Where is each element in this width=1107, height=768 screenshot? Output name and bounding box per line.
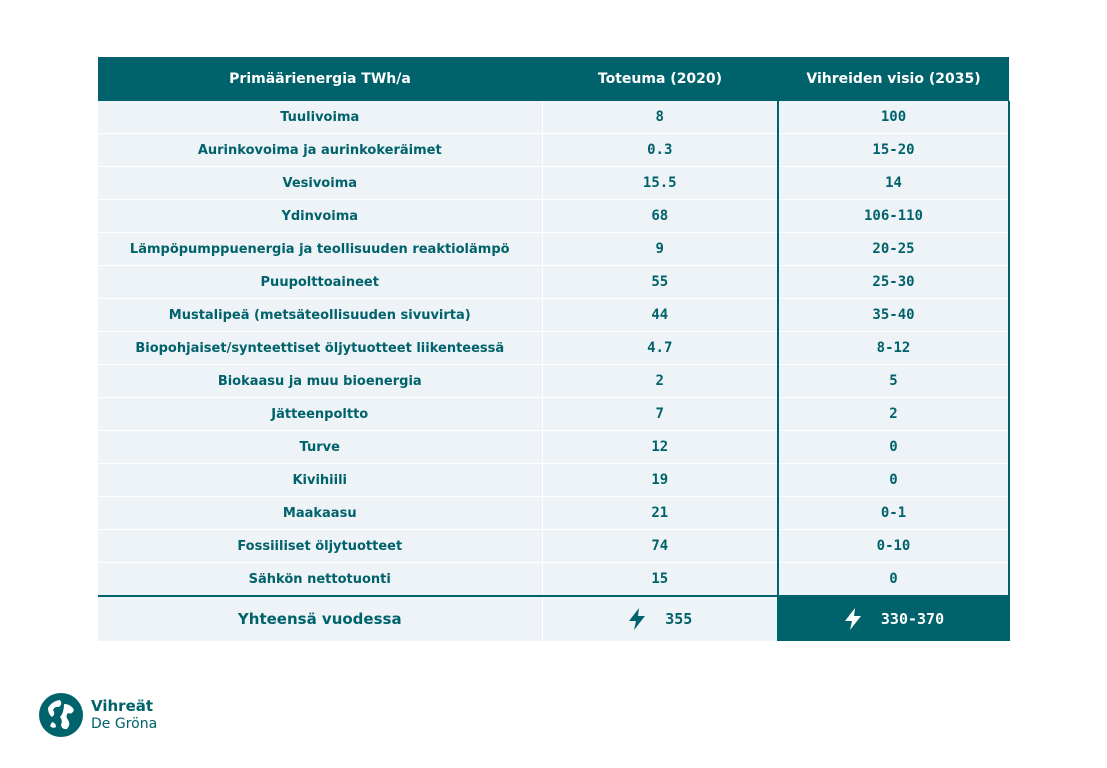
actual-2020-cell: 0.3 bbox=[542, 134, 778, 167]
vision-2035-cell: 14 bbox=[778, 167, 1009, 200]
energy-source-cell: Ydinvoima bbox=[98, 200, 542, 233]
energy-source-cell: Kivihiili bbox=[98, 464, 542, 497]
table-row bbox=[98, 233, 1009, 266]
table-row bbox=[98, 101, 1009, 134]
energy-source-cell: Jätteenpoltto bbox=[98, 398, 542, 431]
table-row bbox=[98, 365, 1009, 398]
lightning-bolt-icon bbox=[843, 608, 863, 630]
vision-2035-cell: 2 bbox=[778, 398, 1009, 431]
vision-2035-cell: 0-1 bbox=[778, 497, 1009, 530]
energy-source-cell: Aurinkovoima ja aurinkokeräimet bbox=[98, 134, 542, 167]
globe-icon bbox=[38, 692, 84, 738]
energy-source-cell: Vesivoima bbox=[98, 167, 542, 200]
table-row bbox=[98, 167, 1009, 200]
total-actual-value: 355 bbox=[665, 610, 693, 628]
actual-2020-cell: 7 bbox=[542, 398, 778, 431]
actual-2020-cell: 19 bbox=[542, 464, 778, 497]
energy-source-cell: Sähkön nettotuonti bbox=[98, 563, 542, 597]
logo-text-de-grona: De Gröna bbox=[91, 716, 158, 732]
table-row bbox=[98, 530, 1009, 563]
table-row bbox=[98, 563, 1009, 597]
energy-source-cell: Lämpöpumppuenergia ja teollisuuden reaktiolämpö bbox=[98, 233, 542, 266]
vision-2035-cell: 0 bbox=[778, 431, 1009, 464]
actual-2020-cell: 8 bbox=[542, 101, 778, 134]
vision-2035-cell: 20-25 bbox=[778, 233, 1009, 266]
vision-2035-cell: 106-110 bbox=[778, 200, 1009, 233]
energy-source-cell: Maakaasu bbox=[98, 497, 542, 530]
header-energy: Primäärienergia TWh/a bbox=[98, 57, 542, 101]
actual-2020-cell: 15 bbox=[542, 563, 778, 597]
table-row bbox=[98, 134, 1009, 167]
energy-source-cell: Tuulivoima bbox=[98, 101, 542, 134]
actual-2020-cell: 74 bbox=[542, 530, 778, 563]
actual-2020-cell: 68 bbox=[542, 200, 778, 233]
lightning-bolt-icon bbox=[627, 608, 647, 630]
header-actual-2020: Toteuma (2020) bbox=[542, 57, 778, 101]
energy-source-cell: Biokaasu ja muu bioenergia bbox=[98, 365, 542, 398]
vision-2035-cell: 0 bbox=[778, 464, 1009, 497]
energy-source-cell: Mustalipeä (metsäteollisuuden sivuvirta) bbox=[98, 299, 542, 332]
vision-2035-cell: 8-12 bbox=[778, 332, 1009, 365]
total-row bbox=[98, 596, 1009, 641]
energy-table bbox=[98, 57, 1010, 641]
vision-2035-cell: 15-20 bbox=[778, 134, 1009, 167]
actual-2020-cell: 2 bbox=[542, 365, 778, 398]
energy-source-cell: Biopohjaiset/synteettiset öljytuotteet liikenteessä bbox=[98, 332, 542, 365]
actual-2020-cell: 15.5 bbox=[542, 167, 778, 200]
actual-2020-cell: 21 bbox=[542, 497, 778, 530]
total-vision-cell bbox=[778, 596, 1009, 641]
vihreat-logo bbox=[38, 692, 198, 742]
table-row bbox=[98, 266, 1009, 299]
actual-2020-cell: 4.7 bbox=[542, 332, 778, 365]
vision-2035-cell: 100 bbox=[778, 101, 1009, 134]
vision-2035-cell: 0-10 bbox=[778, 530, 1009, 563]
actual-2020-cell: 55 bbox=[542, 266, 778, 299]
energy-source-cell: Puupolttoaineet bbox=[98, 266, 542, 299]
total-label: Yhteensä vuodessa bbox=[98, 596, 542, 641]
energy-source-cell: Turve bbox=[98, 431, 542, 464]
table-row bbox=[98, 398, 1009, 431]
total-vision-value: 330-370 bbox=[880, 610, 945, 628]
actual-2020-cell: 12 bbox=[542, 431, 778, 464]
table-row bbox=[98, 497, 1009, 530]
total-actual-cell bbox=[542, 596, 778, 641]
table-row bbox=[98, 299, 1009, 332]
energy-source-cell: Fossiiliset öljytuotteet bbox=[98, 530, 542, 563]
logo-text-vihreat: Vihreät bbox=[91, 697, 154, 715]
vision-2035-cell: 0 bbox=[778, 563, 1009, 597]
table-header-row bbox=[98, 57, 1009, 101]
table-row bbox=[98, 200, 1009, 233]
vision-2035-cell: 25-30 bbox=[778, 266, 1009, 299]
actual-2020-cell: 9 bbox=[542, 233, 778, 266]
table-row bbox=[98, 332, 1009, 365]
table-row bbox=[98, 431, 1009, 464]
vision-2035-cell: 35-40 bbox=[778, 299, 1009, 332]
actual-2020-cell: 44 bbox=[542, 299, 778, 332]
table-row bbox=[98, 464, 1009, 497]
vision-2035-cell: 5 bbox=[778, 365, 1009, 398]
header-vision-2035: Vihreiden visio (2035) bbox=[778, 57, 1009, 101]
